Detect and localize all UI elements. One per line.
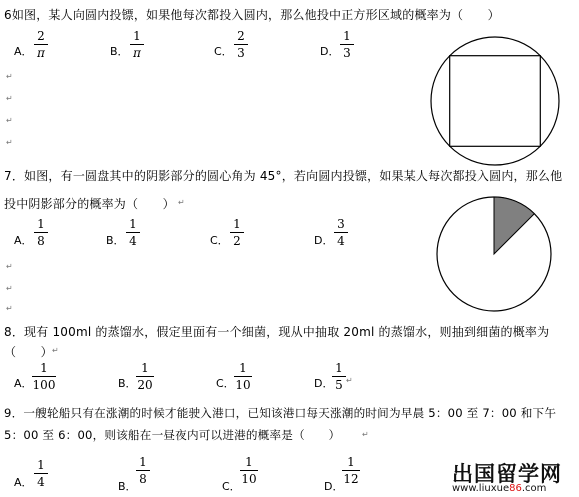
q7-a-numerator: 1 (37, 217, 45, 231)
q9-option-a-label: A． (14, 476, 33, 489)
q6-option-d-fraction (340, 30, 354, 59)
watermark-title: 出国留学网 (452, 462, 562, 486)
q8-d-denominator: 5 (335, 378, 343, 392)
q7-b-denominator: 4 (129, 234, 137, 248)
q9-d-denominator: 12 (343, 472, 359, 486)
q9-option-b-label: B． (118, 480, 137, 493)
circle-inscribed-square-figure (424, 34, 566, 168)
q8-a-numerator: 1 (40, 361, 48, 375)
paragraph-mark: ↵ (6, 72, 13, 81)
q7-option-d-label: D． (314, 234, 334, 247)
paragraph-mark: ↵ (6, 262, 13, 271)
question-8-text-line1: 8．现有 100ml 的蒸馏水，假定里面有一个细菌，现从中抽取 20ml 的蒸馏水，则抽到细菌的概率为 (4, 325, 550, 339)
q6-a-denominator: π (37, 46, 45, 60)
q6-option-c-fraction (234, 30, 248, 59)
q7-b-numerator: 1 (129, 217, 137, 231)
q9-option-d-fraction (342, 456, 360, 485)
q7-option-b-fraction (126, 218, 140, 247)
q7-option-a-fraction (34, 218, 48, 247)
q8-option-b-fraction (136, 362, 154, 391)
q7-option-a-label: A． (14, 234, 33, 247)
question-6-text: 6如图，某人向圆内投镖，如果他每次都投入圆内，那么他投中正方形区域的概率为（ ） (4, 8, 500, 22)
q9-a-numerator: 1 (37, 458, 45, 472)
q6-b-denominator: π (133, 46, 141, 60)
watermark-url (452, 483, 546, 494)
q6-c-denominator: 3 (237, 46, 245, 60)
q8-option-c-fraction (234, 362, 252, 391)
question-8-text-line2: （ ） (4, 345, 53, 359)
q8-option-b-label: B． (118, 377, 137, 390)
q9-d-numerator: 1 (347, 455, 355, 469)
watermark-url-suffix: .com (521, 483, 547, 494)
q6-option-a-label: A． (14, 45, 33, 58)
q8-d-numerator: 1 (335, 361, 343, 375)
paragraph-mark: ↵ (6, 116, 13, 125)
q7-c-numerator: 1 (233, 217, 241, 231)
disc-shaded-sector-figure (434, 193, 554, 315)
q9-b-denominator: 8 (139, 472, 147, 486)
q6-d-denominator: 3 (343, 46, 351, 60)
q8-c-denominator: 10 (235, 378, 251, 392)
paragraph-mark: ↵ (346, 376, 353, 385)
q6-option-b-fraction (130, 30, 144, 59)
q7-c-denominator: 2 (233, 234, 241, 248)
q8-c-numerator: 1 (239, 361, 247, 375)
q9-option-c-label: C． (222, 480, 241, 493)
q6-option-c-label: C． (214, 45, 233, 58)
q9-option-d-label: D． (324, 480, 344, 493)
q9-option-a-fraction (34, 459, 48, 488)
paragraph-mark: ↵ (178, 198, 185, 207)
q8-option-d-label: D． (314, 377, 334, 390)
q9-c-numerator: 1 (245, 455, 253, 469)
q6-option-b-label: B． (110, 45, 129, 58)
q6-d-numerator: 1 (343, 29, 351, 43)
question-9-text-line2: 5：00 至 6：00，则该船在一昼夜内可以进港的概率是（ ） (4, 428, 341, 442)
q7-option-c-label: C． (210, 234, 229, 247)
q8-option-a-label: A． (14, 377, 33, 390)
q8-option-c-label: C． (216, 377, 235, 390)
paragraph-mark: ↵ (6, 284, 13, 293)
q7-option-c-fraction (230, 218, 244, 247)
paragraph-mark: ↵ (362, 430, 369, 439)
q8-b-denominator: 20 (137, 378, 153, 392)
q9-option-c-fraction (240, 456, 258, 485)
q6-option-d-label: D． (320, 45, 340, 58)
q9-b-numerator: 1 (139, 455, 147, 469)
paragraph-mark: ↵ (6, 138, 13, 147)
q9-a-denominator: 4 (37, 475, 45, 489)
q8-option-a-fraction (32, 362, 56, 391)
q7-a-denominator: 8 (37, 234, 45, 248)
q7-d-numerator: 3 (337, 217, 345, 231)
watermark-url-prefix: www.liuxue (452, 483, 510, 494)
q8-a-denominator: 100 (32, 378, 56, 392)
paragraph-mark: ↵ (52, 346, 59, 355)
paragraph-mark: ↵ (6, 94, 13, 103)
q6-b-numerator: 1 (133, 29, 141, 43)
q6-c-numerator: 2 (237, 29, 245, 43)
question-9-text-line1: 9．一艘轮船只有在涨潮的时候才能驶入港口，已知该港口每天涨潮的时间为早晨 5：00 至 7：00 和下午 (4, 406, 557, 420)
q8-b-numerator: 1 (141, 361, 149, 375)
q9-c-denominator: 10 (241, 472, 257, 486)
watermark-url-number: 86 (509, 483, 522, 494)
q7-d-denominator: 4 (337, 234, 345, 248)
q7-option-b-label: B． (106, 234, 125, 247)
question-7-text-line2: 投中阴影部分的概率为（ ） (4, 197, 175, 211)
q6-a-numerator: 2 (37, 29, 45, 43)
q7-option-d-fraction (334, 218, 348, 247)
q6-option-a-fraction (34, 30, 48, 59)
question-7-text-line1: 7．如图，有一圆盘其中的阴影部分的圆心角为 45°，若向圆内投镖，如果某人每次都投入圆内，那么他 (4, 169, 563, 183)
q9-option-b-fraction (136, 456, 150, 485)
paragraph-mark: ↵ (6, 304, 13, 313)
q8-option-d-fraction (332, 362, 346, 391)
